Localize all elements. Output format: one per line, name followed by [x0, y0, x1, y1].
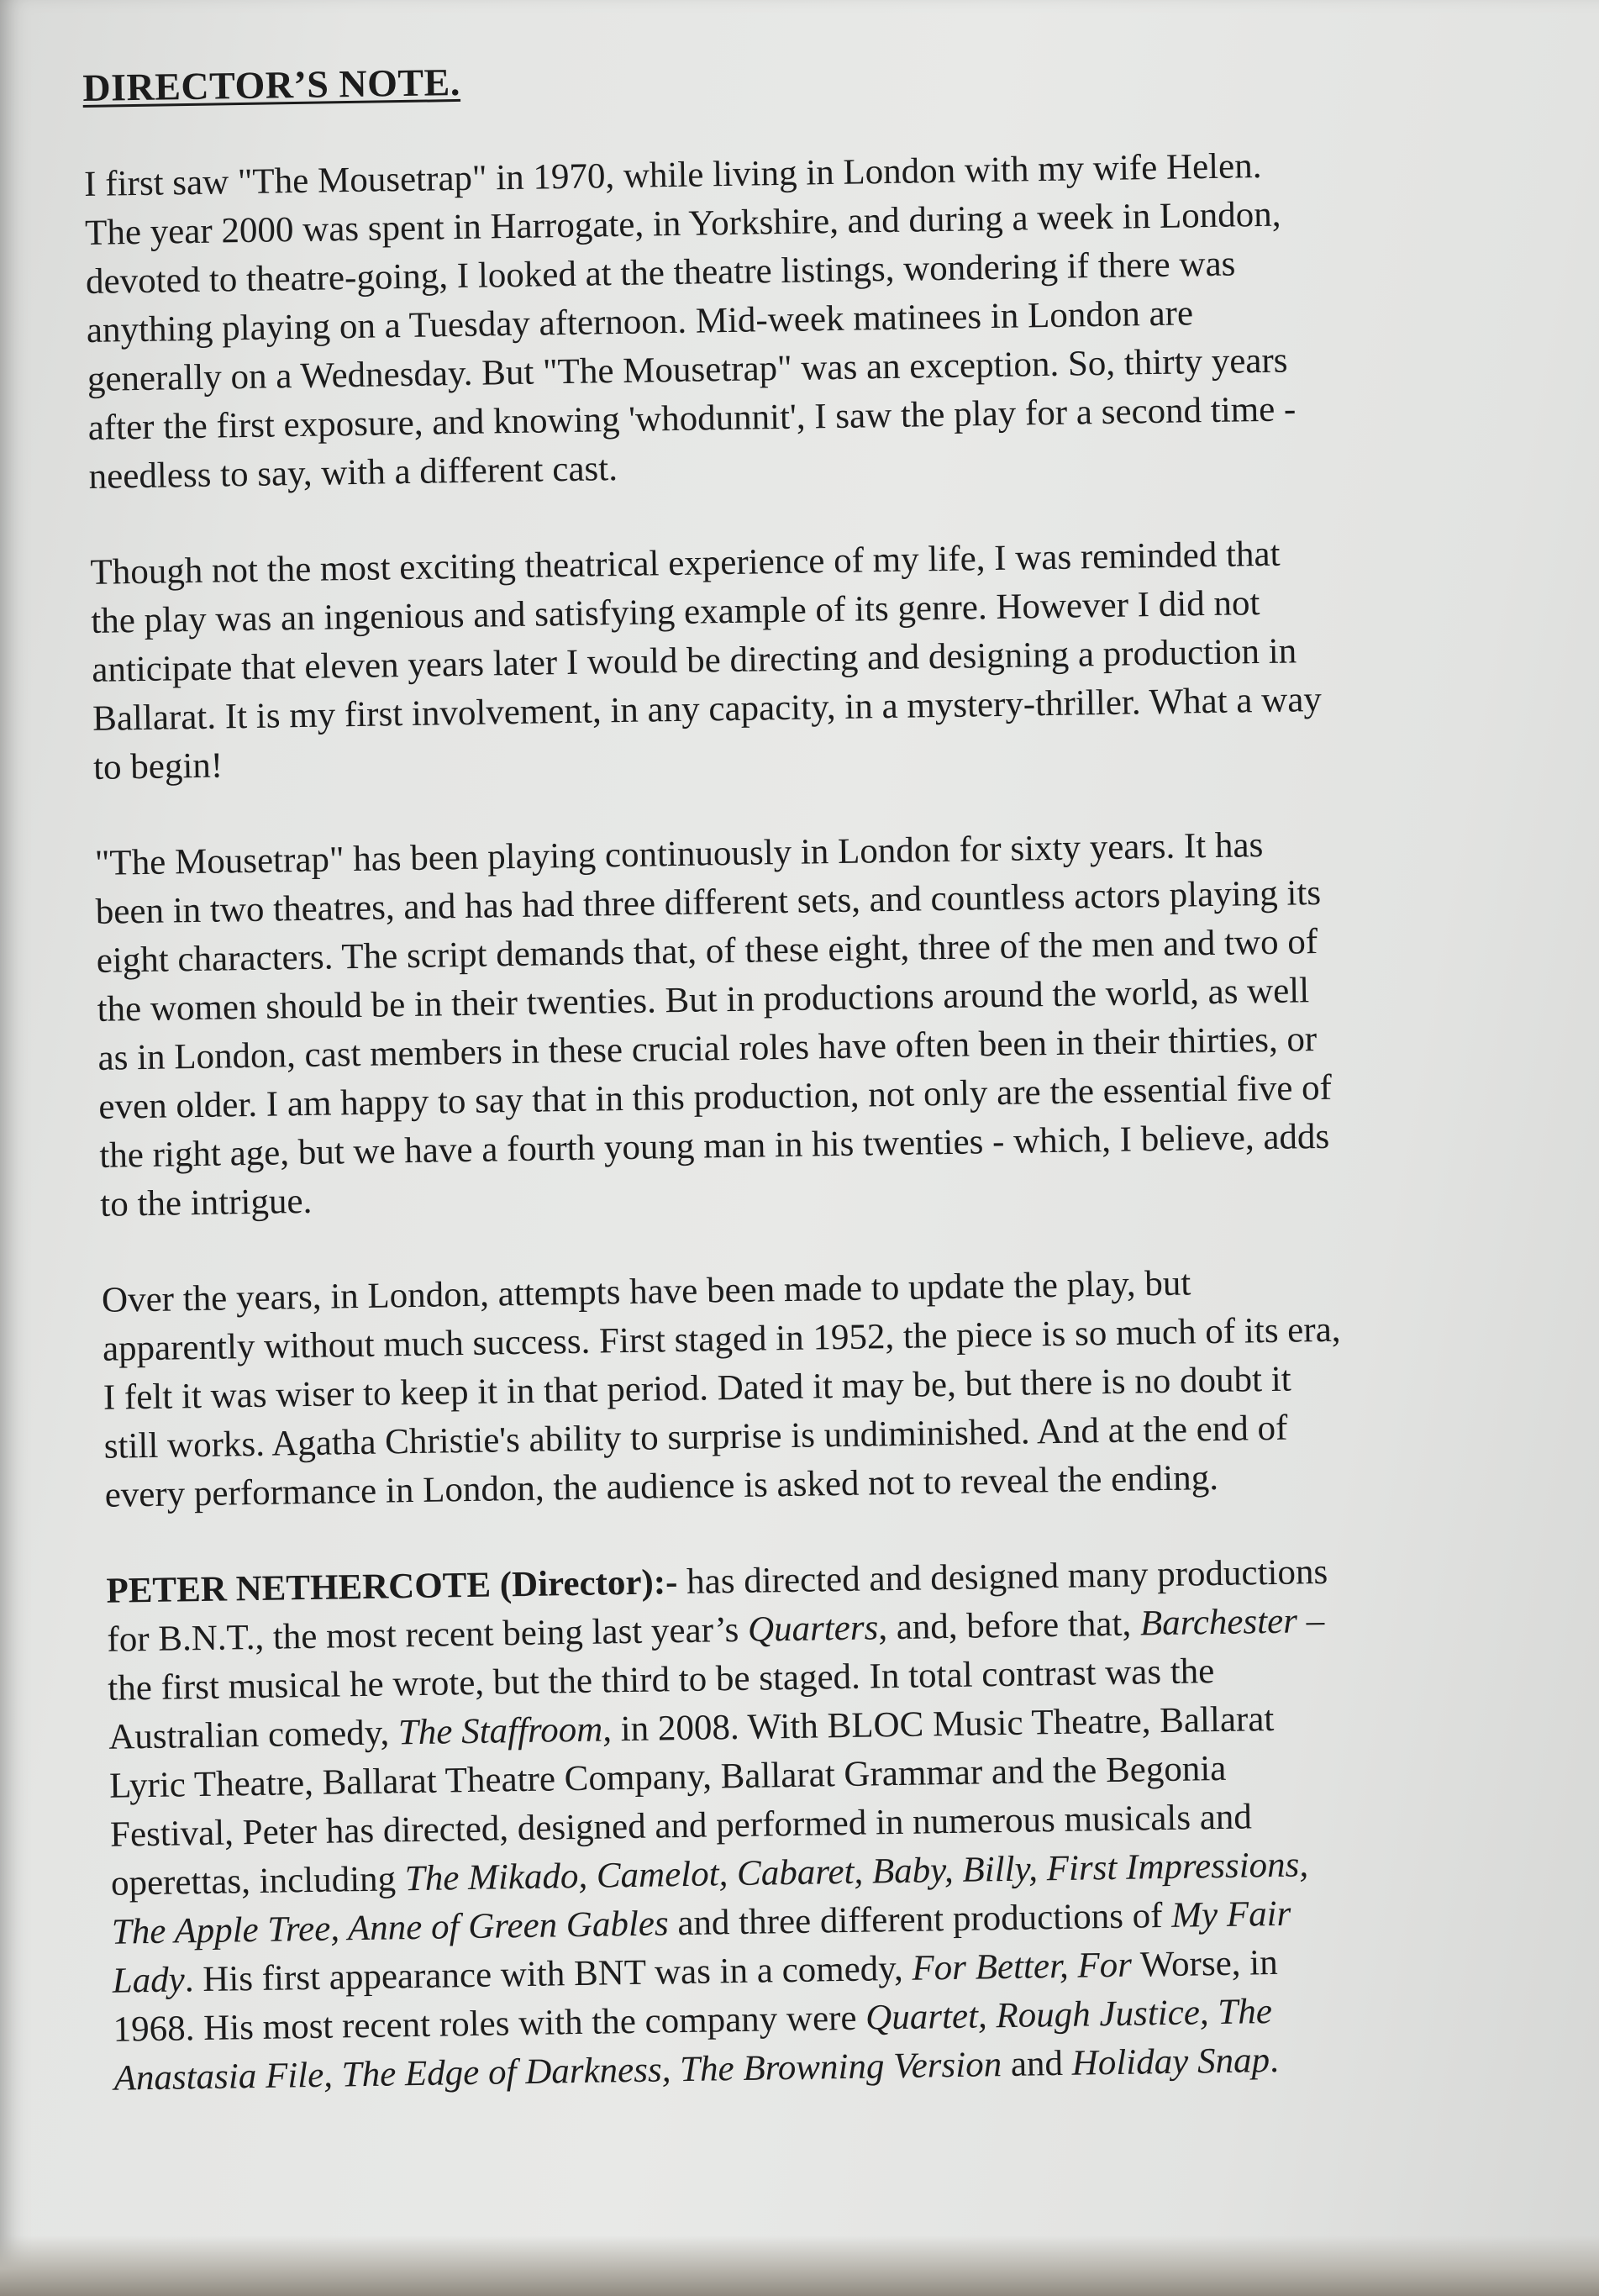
bio-text: and three different productions of	[668, 1895, 1172, 1944]
paragraph-line: needless to say, with a different cast.	[88, 449, 618, 497]
paragraph-3	[94, 817, 1562, 1230]
paragraph-line: Over the years, in London, attempts have been made to update the play, but	[101, 1263, 1191, 1320]
paragraph-line: devoted to theatre-going, I looked at the theatre listings, wondering if there was	[85, 244, 1236, 302]
bio-title-italic: The Apple Tree, Anne of Green Gables	[111, 1904, 670, 1952]
document-body	[82, 43, 1577, 2151]
bio-title-italic: Anastasia File, The Edge of Darkness, The Browning Version	[113, 2045, 1002, 2099]
bio-name: PETER NETHERCOTE (Director):-	[106, 1562, 678, 1611]
bio-title-italic: Quartet, Rough Justice, The	[865, 1992, 1273, 2038]
bio-text: .	[1269, 2040, 1280, 2081]
paragraph-line: "The Mousetrap" has been playing continuously in London for sixty years. It has	[94, 825, 1264, 883]
director-bio	[106, 1544, 1576, 2103]
paragraph-line: after the first exposure, and knowing 'whodunnit', I saw the play for a second time -	[87, 389, 1297, 448]
paragraph-line: anticipate that eleven years later I would be directing and designing a production in	[91, 631, 1297, 690]
bio-text: Worse, in	[1131, 1942, 1279, 1985]
bio-text: –	[1297, 1601, 1325, 1641]
paragraph-line: apparently without much success. First staged in 1952, the piece is so much of its era,	[102, 1309, 1341, 1369]
bio-text: , and, before that,	[877, 1604, 1141, 1648]
paragraph-line: I first saw "The Mousetrap" in 1970, while living in London with my wife Helen.	[83, 145, 1262, 204]
bio-line: the first musical he wrote, but the third to be staged. In total contrast was the	[107, 1651, 1215, 1709]
bio-title-italic: The Staffroom,	[397, 1709, 613, 1753]
bio-title-italic: Holiday Snap	[1071, 2041, 1270, 2083]
paragraph-line: to begin!	[92, 745, 224, 787]
bio-text: in 2008. With BLOC Music Theatre, Ballarat	[611, 1698, 1275, 1750]
paragraph-line: I felt it was wiser to keep it in that period. Dated it may be, but there is no doubt it	[103, 1359, 1292, 1418]
paragraph-line: Though not the most exciting theatrical experience of my life, I was reminded that	[90, 534, 1281, 592]
paragraph-2	[90, 526, 1555, 793]
page-bottom-edge	[0, 2235, 1599, 2296]
paragraph-line: Ballarat. It is my first involvement, in any capacity, in a mystery-thriller. What a way	[92, 679, 1323, 739]
paragraph-line: The year 2000 was spent in Harrogate, in Yorkshire, and during a week in London,	[84, 194, 1281, 253]
bio-text: 1968. His most recent roles with the company were	[113, 1998, 866, 2050]
paragraph-line: the women should be in their twenties. But in productions around the world, as well	[97, 971, 1310, 1030]
paragraph-line: generally on a Wednesday. But "The Mousetrap" was an exception. So, thirty years	[87, 340, 1288, 399]
bio-text: has directed and designed many productions	[677, 1551, 1328, 1603]
paragraph-line: as in London, cast members in these crucial roles have often been in their thirties, or	[97, 1019, 1318, 1078]
paragraph-line: still works. Agatha Christie's ability to surprise is undiminished. And at the end of	[103, 1408, 1288, 1467]
paragraph-line: the right age, but we have a fourth young man in his twenties - which, I believe, adds	[99, 1116, 1330, 1176]
bio-text: for B.N.T., the most recent being last year’s	[107, 1609, 749, 1660]
bio-title-italic: Quarters	[747, 1608, 879, 1650]
paragraph-line: anything playing on a Tuesday afternoon. Mid-week matinees in London are	[86, 293, 1194, 350]
bio-title-italic: Barchester	[1139, 1601, 1298, 1644]
bio-line: Lyric Theatre, Ballarat Theatre Company, Ballarat Grammar and the Begonia	[108, 1748, 1227, 1806]
bio-text: . His first appearance with BNT was in a comedy,	[184, 1948, 913, 2000]
bio-text: operettas, including	[110, 1859, 406, 1904]
paragraph-line: been in two theatres, and has had three different sets, and countless actors playing its	[95, 872, 1322, 932]
bio-title-italic: The Mikado, Camelot, Cabaret, Baby, Billy, First Impressions,	[404, 1845, 1309, 1899]
bio-title-italic: Lady	[112, 1960, 186, 2001]
bio-text: Australian comedy,	[108, 1713, 399, 1757]
paragraph-4	[102, 1253, 1567, 1519]
page-title: DIRECTOR’S NOTE.	[82, 60, 461, 109]
paragraph-line: to the intrigue.	[99, 1181, 313, 1224]
paragraph-line: even older. I am happy to say that in this production, not only are the essential five of	[98, 1067, 1333, 1127]
bio-line: Festival, Peter has directed, designed and performed in numerous musicals and	[109, 1797, 1253, 1855]
paragraph-line: the play was an ingenious and satisfying example of its genre. However I did not	[91, 583, 1260, 641]
bio-text: and	[1001, 2043, 1073, 2085]
paragraph-line: every performance in London, the audience is asked not to reveal the ending.	[104, 1457, 1219, 1515]
bio-title-italic: My Fair	[1170, 1893, 1291, 1935]
paragraph-line: eight characters. The script demands that, of these eight, three of the men and two of	[96, 922, 1318, 981]
bio-title-italic: For Better, For	[912, 1945, 1133, 1988]
paragraph-1	[84, 138, 1551, 502]
